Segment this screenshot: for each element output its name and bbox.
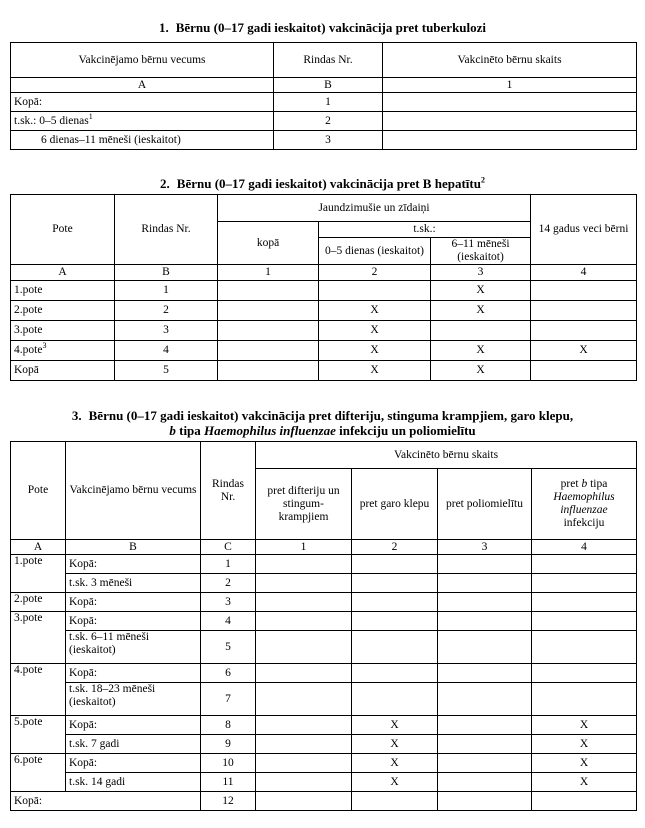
input-cell[interactable] [352, 612, 438, 631]
input-cell[interactable] [438, 631, 532, 664]
row-label: t.sk.: 0–5 dienas [14, 114, 89, 127]
table-row [11, 555, 637, 574]
input-cell[interactable] [218, 361, 319, 381]
table-row [11, 716, 637, 735]
column-letter: A [11, 78, 274, 93]
row-number: 2 [201, 574, 256, 593]
input-cell[interactable] [532, 683, 637, 716]
input-cell[interactable] [438, 664, 532, 683]
title-line2-end: infekciju un poliomielītu [335, 423, 476, 438]
age-label: t.sk. 6–11 mēneši (ieskaitot) [66, 631, 201, 664]
input-cell[interactable] [218, 341, 319, 361]
age-label: Kopā: [66, 612, 201, 631]
header-row-number: Rindas Nr. [274, 43, 383, 78]
input-cell[interactable] [256, 792, 352, 811]
row-number: 1 [115, 281, 218, 301]
row-number: 5 [115, 361, 218, 381]
excluded-cell: X [531, 341, 637, 361]
header-14-year-olds: 14 gadus veci bērni [531, 195, 637, 265]
dose-label: 4.pote [11, 664, 66, 716]
row-label: Kopā: [11, 93, 274, 112]
table-row [11, 361, 637, 381]
input-cell[interactable] [531, 361, 637, 381]
column-letter: 3 [431, 265, 531, 281]
input-cell[interactable] [438, 716, 532, 735]
input-cell[interactable] [256, 555, 352, 574]
table-row [11, 321, 637, 341]
section-2-number: 2. [160, 176, 170, 191]
input-cell[interactable] [438, 735, 532, 754]
hib-b: b [581, 478, 588, 490]
row-number: 1 [274, 93, 383, 112]
input-cell[interactable] [438, 612, 532, 631]
dose-label: 3.pote [11, 612, 66, 664]
input-cell[interactable] [531, 281, 637, 301]
input-cell[interactable] [352, 664, 438, 683]
header-newborns-infants: Jaundzimušie un zīdaiņi [218, 195, 531, 222]
input-cell[interactable] [532, 574, 637, 593]
header-total: kopā [218, 222, 319, 265]
input-cell[interactable] [383, 131, 637, 150]
header-vaccinated-count: Vakcinēto bērnu skaits [256, 442, 637, 469]
dose-label-cell [11, 281, 115, 301]
dose-label: 2.pote [14, 304, 43, 316]
dose-label: 2.pote [11, 593, 66, 612]
section-2-title-text: Bērnu (0–17 gadi ieskaitot) vakcinācija pret B hepatītu [176, 176, 481, 191]
header-polio: pret poliomielītu [438, 469, 532, 540]
excluded-cell: X [352, 754, 438, 773]
hib-tipa: tipa [587, 478, 608, 490]
row-number: 7 [201, 683, 256, 716]
column-letter: A [11, 540, 66, 555]
row-number: 8 [201, 716, 256, 735]
dose-label-cell [11, 361, 115, 381]
input-cell[interactable] [383, 112, 637, 131]
age-label: Kopā: [66, 555, 201, 574]
title-tipa: tipa [175, 423, 205, 438]
input-cell[interactable] [532, 792, 637, 811]
hepatitis-b-table [10, 194, 637, 381]
row-number: 12 [201, 792, 256, 811]
age-label: t.sk. 3 mēneši [66, 574, 201, 593]
column-letter: B [274, 78, 383, 93]
section-1-number: 1. [158, 20, 169, 35]
row-label-cell [11, 112, 274, 131]
input-cell[interactable] [256, 716, 352, 735]
table-row [11, 112, 637, 131]
input-cell[interactable] [256, 574, 352, 593]
row-number: 10 [201, 754, 256, 773]
excluded-cell: X [431, 281, 531, 301]
excluded-cell: X [319, 361, 431, 381]
dose-label-cell [11, 341, 115, 361]
footnote-mark: 1 [88, 111, 93, 121]
dose-label-cell [11, 301, 115, 321]
column-letter: 1 [218, 265, 319, 281]
table-row [11, 631, 637, 664]
excluded-cell: X [532, 773, 637, 792]
section-1-title [0, 0, 645, 35]
title-haemophilus: Haemophilus influenzae [204, 423, 336, 438]
row-number: 2 [115, 301, 218, 321]
input-cell[interactable] [256, 773, 352, 792]
input-cell[interactable] [438, 683, 532, 716]
row-number: 5 [201, 631, 256, 664]
input-cell[interactable] [352, 574, 438, 593]
input-cell[interactable] [531, 301, 637, 321]
header-hib [532, 469, 637, 540]
input-cell[interactable] [352, 683, 438, 716]
footnote-mark: 2 [480, 175, 485, 185]
table-row [11, 683, 637, 716]
input-cell[interactable] [532, 555, 637, 574]
section-2-title [0, 176, 645, 191]
excluded-cell: X [431, 341, 531, 361]
title-b-italic: b [169, 423, 176, 438]
dose-label: 6.pote [11, 754, 66, 792]
table-row [11, 792, 637, 811]
table-row [11, 735, 637, 754]
section-3-title-line1: Bērnu (0–17 gadi ieskaitot) vakcinācija pret difteriju, stinguma krampjiem, garo klepu, [88, 408, 574, 423]
header-6-11-months: 6–11 mēneši (ieskaitot) [431, 238, 531, 265]
input-cell[interactable] [352, 593, 438, 612]
column-letter: 3 [438, 540, 532, 555]
column-letter: B [66, 540, 201, 555]
input-cell[interactable] [352, 555, 438, 574]
hib-infekciju: infekciju [563, 517, 605, 529]
input-cell[interactable] [531, 321, 637, 341]
excluded-cell: X [431, 301, 531, 321]
input-cell[interactable] [438, 593, 532, 612]
column-letter: 4 [532, 540, 637, 555]
input-cell[interactable] [532, 631, 637, 664]
header-pertussis: pret garo klepu [352, 469, 438, 540]
section-1-title-text: Bērnu (0–17 gadi ieskaitot) vakcinācija pret tuberkulozi [175, 20, 487, 35]
dose-label: 4.pote [14, 344, 43, 356]
dtp-polio-table [10, 441, 637, 811]
excluded-cell: X [532, 735, 637, 754]
table-row [11, 754, 637, 773]
header-including: t.sk.: [319, 222, 531, 238]
age-label: t.sk. 7 gadi [66, 735, 201, 754]
header-vaccinated-count: Vakcinēto bērnu skaits [383, 43, 637, 78]
total-label: Kopā: [11, 792, 201, 811]
input-cell[interactable] [438, 574, 532, 593]
row-number: 3 [201, 593, 256, 612]
input-cell[interactable] [256, 664, 352, 683]
table-row [11, 341, 637, 361]
table-row [11, 773, 637, 792]
column-letter: C [201, 540, 256, 555]
excluded-cell: X [532, 754, 637, 773]
dose-label: 3.pote [14, 324, 43, 336]
table-row [11, 301, 637, 321]
excluded-cell: X [352, 716, 438, 735]
age-label: Kopā: [66, 593, 201, 612]
dose-label: 1.pote [14, 284, 43, 296]
input-cell[interactable] [532, 664, 637, 683]
input-cell[interactable] [256, 735, 352, 754]
dose-label: 1.pote [11, 555, 66, 593]
input-cell[interactable] [256, 612, 352, 631]
input-cell[interactable] [256, 593, 352, 612]
header-dose: Pote [11, 442, 66, 540]
footnote-mark: 3 [42, 341, 47, 351]
header-row-number: Rindas Nr. [115, 195, 218, 265]
row-number: 3 [115, 321, 218, 341]
header-diphtheria-tetanus: pret difteriju un stingum-krampjiem [256, 469, 352, 540]
input-cell[interactable] [256, 631, 352, 664]
column-letter: 1 [256, 540, 352, 555]
tuberculosis-table [10, 42, 637, 150]
table-row [11, 612, 637, 631]
header-age: Vakcinējamo bērnu vecums [66, 442, 201, 540]
row-number: 4 [201, 612, 256, 631]
input-cell[interactable] [319, 281, 431, 301]
input-cell[interactable] [532, 593, 637, 612]
input-cell[interactable] [438, 773, 532, 792]
input-cell[interactable] [256, 683, 352, 716]
input-cell[interactable] [218, 281, 319, 301]
column-letter: 1 [383, 78, 637, 93]
row-number: 6 [201, 664, 256, 683]
age-label: Kopā: [66, 754, 201, 773]
row-label: 6 dienas–11 mēneši (ieskaitot) [11, 131, 274, 150]
header-age: Vakcinējamo bērnu vecums [11, 43, 274, 78]
column-letter: 2 [352, 540, 438, 555]
input-cell[interactable] [431, 321, 531, 341]
excluded-cell: X [532, 716, 637, 735]
input-cell[interactable] [218, 301, 319, 321]
excluded-cell: X [319, 301, 431, 321]
header-0-5-days: 0–5 dienas (ieskaitot) [319, 238, 431, 265]
input-cell[interactable] [256, 754, 352, 773]
header-row-number: Rindas Nr. [201, 442, 256, 540]
dose-label: Kopā [14, 364, 39, 376]
input-cell[interactable] [352, 792, 438, 811]
age-label: t.sk. 18–23 mēneši (ieskaitot) [66, 683, 201, 716]
excluded-cell: X [431, 361, 531, 381]
input-cell[interactable] [532, 612, 637, 631]
input-cell[interactable] [438, 792, 532, 811]
row-number: 9 [201, 735, 256, 754]
row-number: 4 [115, 341, 218, 361]
row-number: 1 [201, 555, 256, 574]
excluded-cell: X [352, 773, 438, 792]
row-number: 11 [201, 773, 256, 792]
column-letter: A [11, 265, 115, 281]
dose-label: 5.pote [11, 716, 66, 754]
section-3-title [0, 408, 645, 438]
table-row [11, 131, 637, 150]
row-number: 3 [274, 131, 383, 150]
row-number: 2 [274, 112, 383, 131]
input-cell[interactable] [218, 321, 319, 341]
excluded-cell: X [319, 321, 431, 341]
hib-pre: pret [560, 478, 582, 490]
input-cell[interactable] [438, 754, 532, 773]
age-label: Kopā: [66, 716, 201, 735]
excluded-cell: X [319, 341, 431, 361]
input-cell[interactable] [383, 93, 637, 112]
hib-haemophilus: Haemophilus influenzae [553, 491, 615, 516]
dose-label-cell [11, 321, 115, 341]
header-dose: Pote [11, 195, 115, 265]
column-letter: B [115, 265, 218, 281]
table-row [11, 574, 637, 593]
age-label: t.sk. 14 gadi [66, 773, 201, 792]
table-row [11, 593, 637, 612]
excluded-cell: X [352, 735, 438, 754]
column-letter: 2 [319, 265, 431, 281]
table-row [11, 281, 637, 301]
age-label: Kopā: [66, 664, 201, 683]
input-cell[interactable] [438, 555, 532, 574]
table-row [11, 93, 637, 112]
section-3-number: 3. [71, 408, 82, 423]
table-row [11, 664, 637, 683]
input-cell[interactable] [352, 631, 438, 664]
column-letter: 4 [531, 265, 637, 281]
